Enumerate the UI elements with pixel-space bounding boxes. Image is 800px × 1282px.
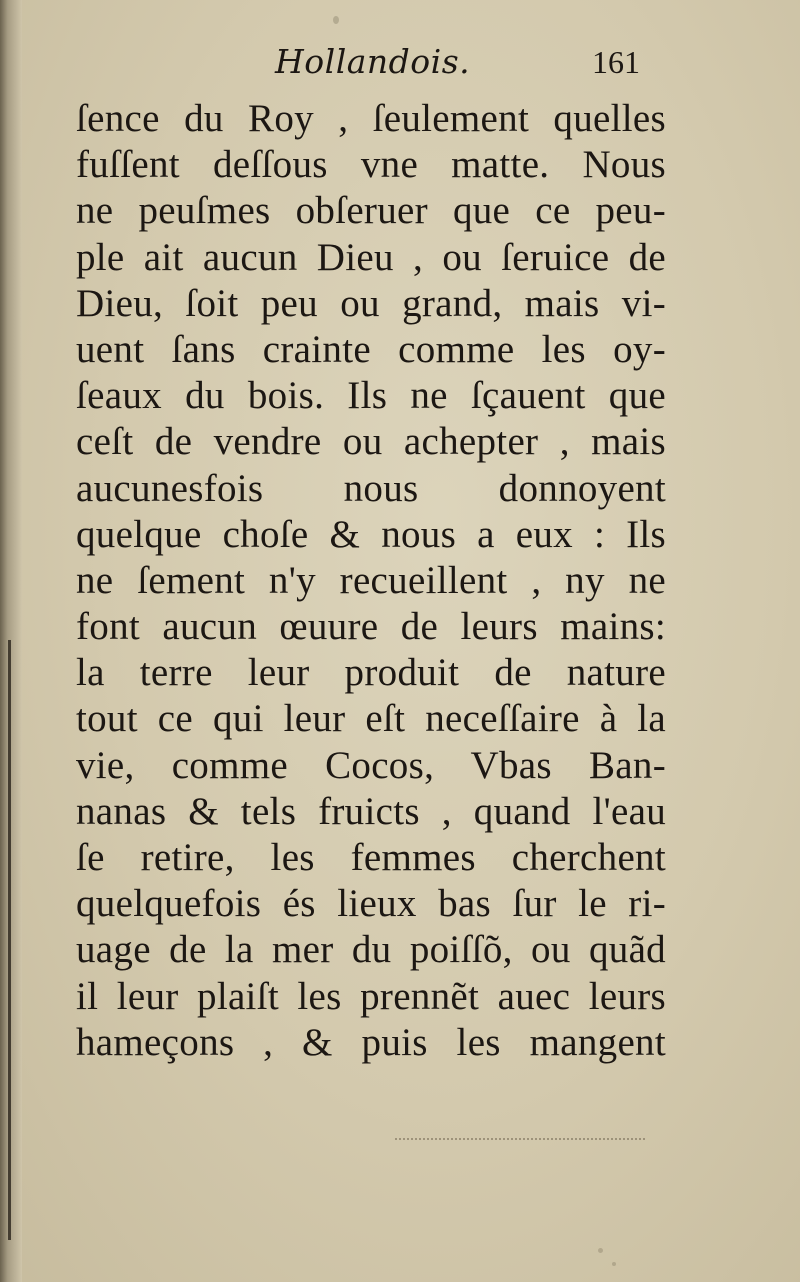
- page-header: [0, 40, 800, 90]
- text-line: Dieu, ſoit peu ou grand, mais vi-: [76, 281, 666, 325]
- text-line: uent ſans crainte comme les oy-: [76, 327, 666, 371]
- text-line: ſeaux du bois. Ils ne ſçauent que: [76, 374, 666, 418]
- page-number: 161: [592, 44, 640, 80]
- bleed-through-mark: [395, 1138, 645, 1142]
- text-line: ne ſement n'y recueillent , ny ne: [76, 558, 666, 602]
- paper-speck: [333, 16, 339, 24]
- text-line: aucunesfois nous donnoyent: [76, 466, 666, 510]
- running-head: Hollandois.: [275, 42, 471, 81]
- text-line: uage de la mer du poiſſõ, ou quãd: [76, 928, 666, 972]
- text-line: tout ce qui leur eſt neceſſaire à la: [76, 697, 666, 741]
- text-line: il leur plaiſt les prennẽt auec leurs: [76, 974, 666, 1018]
- text-line: ne peuſmes obſeruer que ce peu-: [76, 189, 666, 233]
- text-line: quelque choſe & nous a eux : Ils: [76, 512, 666, 556]
- text-line: la terre leur produit de nature: [76, 651, 666, 695]
- paper-speck: [612, 1262, 616, 1266]
- page-gutter: [0, 0, 22, 1282]
- text-line: nanas & tels fruicts , quand l'eau: [76, 789, 666, 833]
- paper-speck: [598, 1248, 603, 1253]
- text-line: fuſſent deſſous vne matte. Nous: [76, 143, 666, 187]
- body-text: [76, 96, 666, 1066]
- text-line: font aucun œuure de leurs mains:: [76, 605, 666, 649]
- gutter-shadow-line: [8, 640, 11, 1240]
- text-line: ſe retire, les femmes cherchent: [76, 836, 666, 879]
- text-line: quelquefois és lieux bas ſur le ri-: [76, 882, 666, 926]
- text-line: ſence du Roy , ſeulement quelles: [76, 97, 666, 140]
- text-line: ceſt de vendre ou achepter , mais: [76, 420, 666, 464]
- text-line: vie, comme Cocos, Vbas Ban-: [76, 743, 666, 787]
- text-line: ple ait aucun Dieu , ou ſeruice de: [76, 235, 666, 279]
- text-line: hameçons , & puis les mangent: [76, 1020, 666, 1064]
